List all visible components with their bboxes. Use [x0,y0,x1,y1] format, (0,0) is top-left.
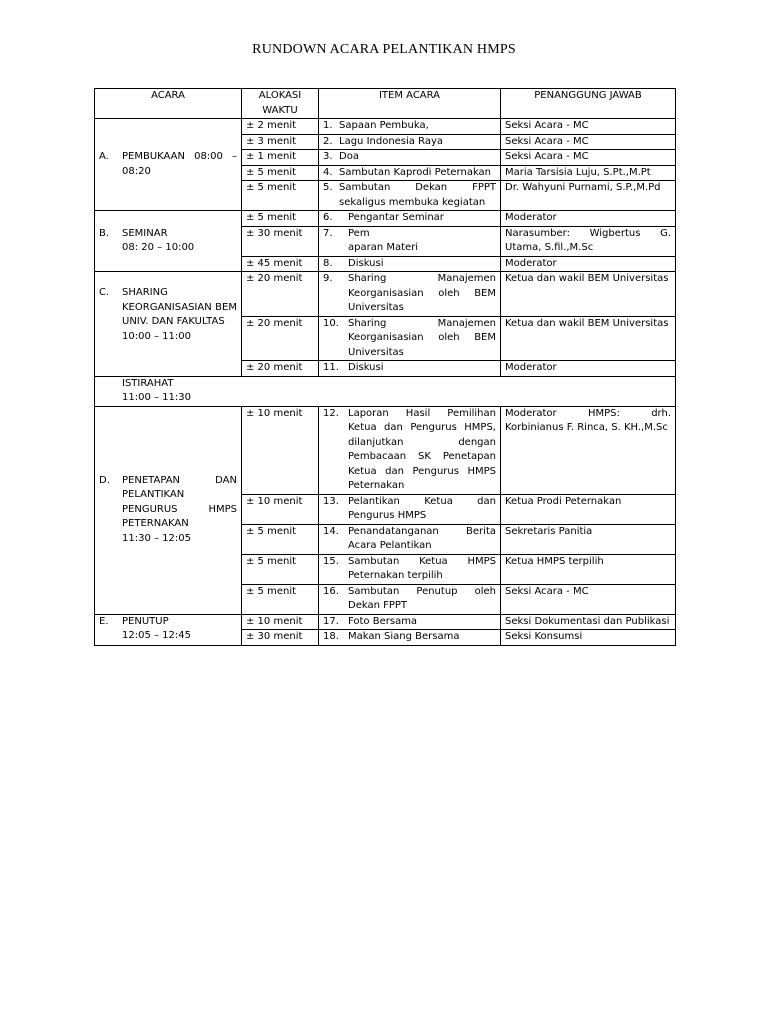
pj-cell: Ketua HMPS terpilih [501,554,676,584]
item-text-line2: aparan Materi [348,242,419,253]
item-number: 15. [323,555,339,567]
alokasi-cell: ± 3 menit [242,134,319,150]
item-cell [319,494,501,524]
alokasi-cell: ± 5 menit [242,211,319,227]
alokasi-cell: ± 20 menit [242,316,319,361]
section-cell-c [95,272,242,377]
alokasi-cell: ± 10 menit [242,406,319,494]
item-number: 10. [323,317,339,329]
header-item: ITEM ACARA [319,89,501,119]
item-cell [319,406,501,494]
pj-cell: Seksi Konsumsi [501,630,676,646]
item-cell [319,584,501,614]
rundown-table [94,88,676,646]
item-number: 17. [323,615,339,627]
item-text: Sambutan Penutup oleh Dekan FPPT [348,585,496,611]
table-header-row [95,89,676,119]
header-alokasi-line1: ALOKASI [258,90,302,101]
alokasi-cell: ± 2 menit [242,119,319,135]
section-name: PENETAPAN DAN PELANTIKAN PENGURUS HMPS PETERNAKAN [122,474,237,530]
break-cell [95,376,676,406]
section-letter: D. [99,474,110,486]
item-text: Pengantar Seminar [348,212,444,223]
section-time: 11:30 – 12:05 [122,532,191,544]
item-cell [319,524,501,554]
section-letter: E. [99,615,109,627]
section-cell-d [95,406,242,614]
item-number: 4. [323,166,333,178]
alokasi-cell: ± 1 menit [242,150,319,166]
pj-cell: Ketua dan wakil BEM Universitas [501,316,676,361]
item-number: 1. [323,120,333,131]
item-text: Diskusi [348,257,384,269]
table-row-break [95,376,676,406]
section-letter: C. [99,287,110,298]
item-cell [319,630,501,646]
item-text: Sambutan Kaprodi Peternakan [339,166,492,178]
table-row [95,406,676,494]
item-text: Laporan Hasil Pemilihan Ketua dan Pengurus HMPS, dilanjutkan dengan Pembacaan SK Penetapan Ketua dan Pengurus HMPS Peternakan [348,407,496,491]
header-alokasi-line2: WAKTU [262,104,298,116]
alokasi-cell: ± 10 menit [242,614,319,630]
section-name: SHARING KEORGANISASIAN BEM UNIV. DAN FAKULTAS [122,287,237,327]
section-cell-e [95,614,242,645]
section-letter: B. [99,227,110,239]
alokasi-cell: ± 45 menit [242,256,319,272]
alokasi-cell: ± 5 menit [242,584,319,614]
alokasi-cell: ± 5 menit [242,165,319,181]
item-cell [319,134,501,150]
alokasi-cell: ± 5 menit [242,181,319,211]
item-cell [319,361,501,377]
item-cell [319,150,501,166]
pj-cell: Moderator [501,256,676,272]
item-text: Sambutan Ketua HMPS Peternakan terpilih [348,555,496,581]
pj-cell: Seksi Acara - MC [501,150,676,166]
pj-cell: Maria Tarsisia Luju, S.Pt.,M.Pt [501,165,676,181]
section-letter: A. [99,151,109,162]
alokasi-cell: ± 30 menit [242,630,319,646]
item-number: 11. [323,362,339,373]
item-number: 8. [323,257,333,269]
item-cell [319,165,501,181]
pj-cell: Seksi Dokumentasi dan Publikasi [501,614,676,630]
item-text: Diskusi [348,362,384,373]
item-cell [319,272,501,317]
alokasi-cell: ± 10 menit [242,494,319,524]
table-row [95,119,676,135]
item-cell [319,554,501,584]
table-row [95,272,676,317]
item-text: Pelantikan Ketua dan Pengurus HMPS [348,495,496,521]
alokasi-cell: ± 20 menit [242,272,319,317]
item-text: Sapaan Pembuka, [339,120,429,131]
item-text: Sambutan Dekan FPPT sekaligus membuka kegiatan [339,182,496,208]
section-cell-b [95,211,242,272]
pj-cell: Seksi Acara - MC [501,134,676,150]
header-pj: PENANGGUNG JAWAB [501,89,676,119]
item-number: 3. [323,151,333,162]
item-number: 18. [323,631,339,642]
section-cell-a [95,119,242,211]
pj-cell: Moderator HMPS: drh. Korbinianus F. Rinca, S. KH.,M.Sc [501,406,676,494]
item-cell [319,211,501,227]
pj-cell: Narasumber: Wigbertus G. Utama, S.fil.,M.Sc [501,226,676,256]
pj-cell: Moderator [501,211,676,227]
section-time: 10:00 – 11:00 [122,330,191,342]
pj-cell: Ketua Prodi Peternakan [501,494,676,524]
section-time: 08: 20 – 10:00 [122,242,195,253]
item-number: 7. [323,227,333,239]
item-text: Sharing Manajemen Keorganisasian oleh BEM Universitas [348,317,496,358]
alokasi-cell: ± 5 menit [242,554,319,584]
item-text-line1: Pem [348,227,370,239]
header-acara: ACARA [95,89,242,119]
pj-cell: Moderator [501,361,676,377]
section-time: 12:05 – 12:45 [122,630,191,641]
header-alokasi [242,89,319,119]
item-text: Foto Bersama [348,615,418,627]
page-title: RUNDOWN ACARA PELANTIKAN HMPS [252,42,516,57]
item-text: Sharing Manajemen Keorganisasian oleh BEM Universitas [348,273,496,313]
item-cell [319,181,501,211]
item-cell [319,226,501,256]
item-text: Lagu Indonesia Raya [339,135,444,147]
table-row [95,614,676,630]
item-cell [319,256,501,272]
section-name: PEMBUKAAN 08:00 – 08:20 [122,151,237,177]
section-name: PENUTUP [122,615,169,627]
pj-cell: Ketua dan wakil BEM Universitas [501,272,676,317]
alokasi-cell: ± 5 menit [242,524,319,554]
item-number: 6. [323,212,333,223]
alokasi-cell: ± 30 menit [242,226,319,256]
pj-cell: Seksi Acara - MC [501,119,676,135]
item-number: 12. [323,407,339,419]
item-number: 13. [323,495,339,507]
pj-cell: Seksi Acara - MC [501,584,676,614]
alokasi-cell: ± 20 menit [242,361,319,377]
item-number: 14. [323,525,339,537]
table-row [95,211,676,227]
break-name: ISTIRAHAT [122,377,174,389]
section-name: SEMINAR [122,227,168,239]
item-number: 5. [323,182,333,193]
item-cell [319,614,501,630]
item-cell [319,316,501,361]
item-text: Penandatanganan Berita Acara Pelantikan [348,525,496,551]
item-text: Doa [339,151,359,162]
pj-cell: Sekretaris Panitia [501,524,676,554]
break-time: 11:00 – 11:30 [122,392,191,403]
item-cell [319,119,501,135]
item-text: Makan Siang Bersama [348,631,460,642]
item-number: 9. [323,273,333,284]
item-number: 2. [323,135,333,147]
pj-cell: Dr. Wahyuni Purnami, S.P.,M.Pd [501,181,676,211]
item-number: 16. [323,585,339,597]
